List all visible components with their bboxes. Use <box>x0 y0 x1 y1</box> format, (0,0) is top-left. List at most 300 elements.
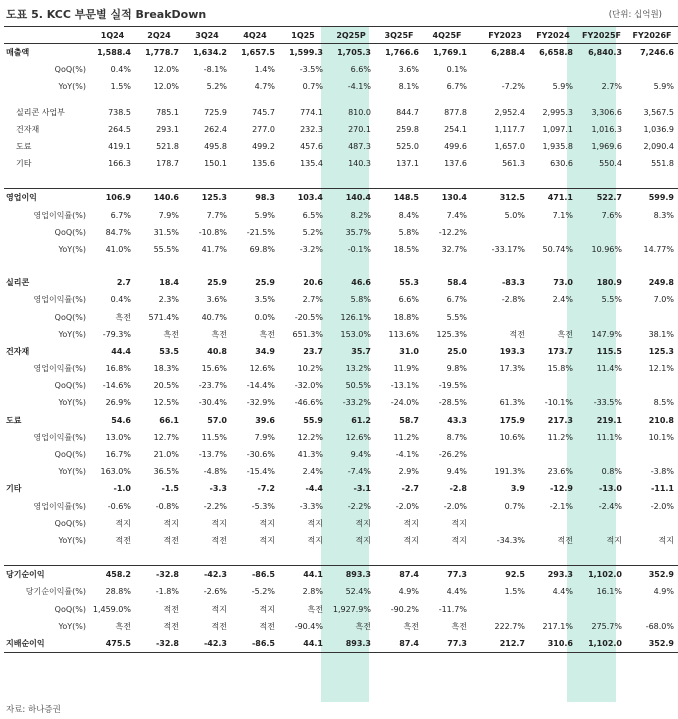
table-cell: 16.7% <box>105 450 131 460</box>
row-label: 실리콘 사업부 <box>16 107 65 117</box>
table-cell: -24.0% <box>390 398 419 408</box>
row-label: QoQ(%) <box>54 227 86 237</box>
column-header: 3Q24 <box>183 27 231 44</box>
table-cell: -2.0% <box>395 501 419 511</box>
column-header: 3Q25F <box>375 27 423 44</box>
table-cell: -33.5% <box>593 398 622 408</box>
table-cell: 232.3 <box>300 124 323 134</box>
table-cell <box>481 377 529 394</box>
table-row <box>4 61 678 78</box>
table-cell: 58.7 <box>399 415 419 425</box>
table-cell: 4.4% <box>552 587 573 597</box>
column-gap <box>471 326 481 343</box>
table-cell: -42.3 <box>183 566 231 584</box>
column-gap <box>471 600 481 617</box>
table-cell: 5.9% <box>254 210 275 220</box>
table-row <box>4 189 678 207</box>
row-label: YoY(%) <box>58 244 86 254</box>
table-cell: 0.8% <box>601 467 622 477</box>
column-gap <box>471 27 481 44</box>
table-cell: 적지 <box>403 518 419 528</box>
table-cell <box>183 96 231 104</box>
table-cell: -26.2% <box>438 450 467 460</box>
table-cell <box>529 515 577 532</box>
table-cell: 7.9% <box>158 210 179 220</box>
table-cell: 55.5% <box>153 244 179 254</box>
table-row <box>4 583 678 600</box>
table-cell <box>375 96 423 104</box>
table-cell: -4.4 <box>305 484 323 494</box>
column-gap <box>471 104 481 121</box>
table-cell: -13.7% <box>198 450 227 460</box>
table-cell <box>135 549 183 566</box>
table-cell: -19.5% <box>438 381 467 391</box>
table-cell: 18.3% <box>153 364 179 374</box>
table-cell: 52.4% <box>345 587 371 597</box>
table-cell: 745.7 <box>252 107 275 117</box>
table-cell: 흑전 <box>115 621 131 631</box>
row-label: 영업이익률(%) <box>33 364 86 374</box>
column-header: FY2026F <box>626 27 678 44</box>
table-cell: 69.8% <box>249 244 275 254</box>
column-gap <box>471 189 481 207</box>
table-cell: -8.1% <box>203 65 227 75</box>
table-cell: 310.6 <box>529 635 577 653</box>
table-cell <box>423 96 471 104</box>
row-label: QoQ(%) <box>54 518 86 528</box>
table-cell: 7.9% <box>254 432 275 442</box>
row-label: 도료 <box>6 415 22 425</box>
table-cell: 522.7 <box>577 189 626 207</box>
table-cell: 212.7 <box>481 635 529 653</box>
table-cell: 125.3% <box>436 329 467 339</box>
table-cell: 41.7% <box>201 244 227 254</box>
column-gap <box>471 61 481 78</box>
table-cell: 3.5% <box>254 295 275 305</box>
table-cell: 61.2 <box>351 415 371 425</box>
table-cell: 84.7% <box>105 227 131 237</box>
table-cell: 적지 <box>355 518 371 528</box>
table-cell: 1,459.0% <box>92 604 131 614</box>
table-cell: 적전 <box>211 621 227 631</box>
header-corner <box>4 27 90 44</box>
table-cell: 2,995.3 <box>542 107 573 117</box>
table-cell: 495.8 <box>204 142 227 152</box>
table-cell: 115.5 <box>596 346 622 356</box>
table-cell: 525.0 <box>396 142 419 152</box>
table-cell: 259.8 <box>396 124 419 134</box>
table-cell: 0.7% <box>504 501 525 511</box>
table-row <box>4 224 678 241</box>
table-cell <box>529 600 577 617</box>
table-cell: 125.3 <box>183 189 231 207</box>
row-label: YoY(%) <box>58 467 86 477</box>
table-cell: 흑전 <box>451 621 467 631</box>
table-cell: 1,599.3 <box>289 48 323 58</box>
table-cell: 6.5% <box>302 210 323 220</box>
table-cell: 1,927.9% <box>332 604 371 614</box>
table-cell: -7.2% <box>501 82 525 92</box>
table-cell: 844.7 <box>396 107 419 117</box>
table-cell: 103.4 <box>279 189 327 207</box>
table-cell: 5.9% <box>552 82 573 92</box>
table-cell: -32.8 <box>135 566 183 584</box>
table-cell: -28.5% <box>438 398 467 408</box>
table-cell: 8.4% <box>398 210 419 220</box>
column-gap <box>471 515 481 532</box>
table-cell: -2.2% <box>203 501 227 511</box>
table-cell: 0.4% <box>110 295 131 305</box>
table-row <box>4 172 678 189</box>
table-cell: -11.1 <box>650 484 674 494</box>
table-cell <box>577 61 626 78</box>
table-row <box>4 104 678 121</box>
table-cell: 599.9 <box>626 189 678 207</box>
table-cell: 31.5% <box>153 227 179 237</box>
table-cell: 10.6% <box>499 432 525 442</box>
table-cell: 173.7 <box>547 346 573 356</box>
table-cell <box>529 96 577 104</box>
column-gap <box>471 172 481 189</box>
table-cell: 5.5% <box>601 295 622 305</box>
table-cell: -1.0 <box>113 484 131 494</box>
column-gap <box>471 44 481 62</box>
table-row <box>4 291 678 308</box>
table-cell: 113.6% <box>388 329 419 339</box>
table-cell <box>423 549 471 566</box>
table-cell: 41.3% <box>297 450 323 460</box>
table-cell: 217.3 <box>547 415 573 425</box>
table-row <box>4 412 678 429</box>
table-cell <box>626 600 678 617</box>
table-cell: -2.8% <box>501 295 525 305</box>
table-cell: -5.3% <box>251 501 275 511</box>
table-cell: 0.4% <box>110 65 131 75</box>
table-row <box>4 377 678 394</box>
column-gap <box>471 463 481 480</box>
table-cell: 적지 <box>211 518 227 528</box>
table-cell <box>577 172 626 189</box>
table-cell: 810.0 <box>348 107 371 117</box>
table-row <box>4 258 678 274</box>
column-gap <box>471 121 481 138</box>
table-cell: -90.4% <box>294 621 323 631</box>
column-gap <box>471 498 481 515</box>
table-cell: 적지 <box>259 518 275 528</box>
table-cell: 893.3 <box>327 566 375 584</box>
table-cell: -3.1 <box>353 484 371 494</box>
table-cell: 12.5% <box>153 398 179 408</box>
row-label: 당기순이익률(%) <box>25 587 86 597</box>
table-cell: 50.74% <box>542 244 573 254</box>
table-cell: 2,090.4 <box>643 142 674 152</box>
table-cell: 1,657.5 <box>241 48 275 58</box>
table-cell: 적지 <box>355 535 371 545</box>
table-cell: -12.9 <box>549 484 573 494</box>
table-cell: 217.1% <box>542 621 573 631</box>
table-cell: -32.8 <box>135 635 183 653</box>
table-cell: 3.6% <box>206 295 227 305</box>
row-label <box>4 549 90 566</box>
table-cell: 25.9 <box>255 278 275 288</box>
column-gap <box>471 480 481 497</box>
table-row <box>4 429 678 446</box>
table-cell <box>90 549 135 566</box>
table-cell <box>481 172 529 189</box>
table-cell: -2.7 <box>401 484 419 494</box>
table-cell: -42.3 <box>183 635 231 653</box>
column-gap <box>471 360 481 377</box>
table-cell: 26.9% <box>105 398 131 408</box>
table-cell <box>626 515 678 532</box>
table-cell: 270.1 <box>348 124 371 134</box>
table-cell: 774.1 <box>300 107 323 117</box>
table-cell: 3,306.6 <box>591 107 622 117</box>
table-cell: -2.0% <box>443 501 467 511</box>
table-cell: 293.3 <box>529 566 577 584</box>
table-cell: -4.1% <box>347 82 371 92</box>
table-cell: -0.8% <box>155 501 179 511</box>
column-header: FY2025F <box>577 27 626 44</box>
table-cell: 18.8% <box>393 312 419 322</box>
table-cell: 23.6% <box>547 467 573 477</box>
table-cell: 적전 <box>115 535 131 545</box>
table-row <box>4 326 678 343</box>
table-cell: 487.3 <box>348 142 371 152</box>
table-cell: 적전 <box>259 621 275 631</box>
table-cell: 적전 <box>163 621 179 631</box>
table-cell: 적지 <box>403 535 419 545</box>
table-cell: -79.3% <box>102 329 131 339</box>
table-cell <box>577 224 626 241</box>
table-cell <box>327 172 375 189</box>
column-header: 1Q24 <box>90 27 135 44</box>
table-cell: 6.7% <box>446 82 467 92</box>
table-cell: 44.4 <box>111 346 131 356</box>
table-cell: 28.8% <box>105 587 131 597</box>
table-cell: 210.8 <box>648 415 674 425</box>
column-gap <box>471 241 481 258</box>
table-cell: 140.4 <box>327 189 375 207</box>
table-cell: -3.3 <box>209 484 227 494</box>
table-cell: 4.7% <box>254 82 275 92</box>
table-row <box>4 618 678 635</box>
row-label: YoY(%) <box>58 329 86 339</box>
table-cell: 13.0% <box>105 432 131 442</box>
table-cell: 9.4% <box>446 467 467 477</box>
table-row <box>4 498 678 515</box>
table-cell: 178.7 <box>156 159 179 169</box>
table-cell: 135.6 <box>252 159 275 169</box>
table-cell: 785.1 <box>156 107 179 117</box>
row-label: 실리콘 <box>6 278 30 288</box>
table-cell: 137.6 <box>444 159 467 169</box>
table-row <box>4 78 678 95</box>
column-gap <box>471 258 481 274</box>
table-cell: 1,097.1 <box>542 124 573 134</box>
table-cell: 77.3 <box>423 635 471 653</box>
table-cell <box>327 258 375 274</box>
table-cell: 8.3% <box>653 210 674 220</box>
table-cell: 0.1% <box>446 65 467 75</box>
table-cell <box>626 549 678 566</box>
table-cell: 32.7% <box>441 244 467 254</box>
table-cell: 15.8% <box>547 364 573 374</box>
table-cell: 7.6% <box>601 210 622 220</box>
table-cell <box>626 224 678 241</box>
table-cell <box>375 549 423 566</box>
table-cell: 4.9% <box>653 587 674 597</box>
column-header: 2Q24 <box>135 27 183 44</box>
table-cell: 적지 <box>451 518 467 528</box>
table-cell: 4.9% <box>398 587 419 597</box>
table-cell: 6,288.4 <box>491 48 525 58</box>
table-cell: -0.6% <box>107 501 131 511</box>
table-cell: -4.8% <box>203 467 227 477</box>
table-cell <box>183 172 231 189</box>
header-row <box>4 27 678 44</box>
table-cell: 571.4% <box>148 312 179 322</box>
table-cell: 14.77% <box>643 244 674 254</box>
row-label: YoY(%) <box>58 621 86 631</box>
table-cell: 1,657.0 <box>494 142 525 152</box>
source-note: 자료: 하나증권 <box>6 705 61 715</box>
table-cell: 222.7% <box>494 621 525 631</box>
column-gap <box>471 96 481 104</box>
table-cell: 6.6% <box>398 295 419 305</box>
table-row <box>4 566 678 584</box>
table-cell: -13.0 <box>598 484 622 494</box>
table-cell: 12.0% <box>153 65 179 75</box>
table-cell: 2.7% <box>601 82 622 92</box>
table-cell <box>231 172 279 189</box>
table-cell: 8.7% <box>446 432 467 442</box>
row-label: QoQ(%) <box>54 450 86 460</box>
table-cell: 적지 <box>606 535 622 545</box>
table-cell: 6.7% <box>446 295 467 305</box>
table-row <box>4 480 678 497</box>
table-cell: 8.2% <box>350 210 371 220</box>
table-cell: 44.1 <box>279 635 327 653</box>
table-cell: 77.3 <box>423 566 471 584</box>
table-cell: 148.5 <box>375 189 423 207</box>
table-row <box>4 308 678 325</box>
table-cell <box>423 172 471 189</box>
row-label <box>4 96 90 104</box>
table-cell: 6,658.8 <box>539 48 573 58</box>
table-cell <box>577 377 626 394</box>
column-gap <box>471 291 481 308</box>
table-cell: 147.9% <box>591 329 622 339</box>
table-cell: 2.9% <box>398 467 419 477</box>
table-cell <box>577 446 626 463</box>
table-cell <box>90 258 135 274</box>
column-gap <box>471 138 481 155</box>
table-cell: 1,634.2 <box>193 48 227 58</box>
table-cell: 44.1 <box>279 566 327 584</box>
table-cell: 10.2% <box>297 364 323 374</box>
table-cell <box>481 308 529 325</box>
column-header: 1Q25 <box>279 27 327 44</box>
table-cell <box>231 258 279 274</box>
column-gap <box>471 583 481 600</box>
unit-label: (단위: 십억원) <box>608 10 662 20</box>
table-cell: -33.17% <box>491 244 525 254</box>
table-cell: 46.6 <box>351 278 371 288</box>
row-label: 건자재 <box>16 124 40 134</box>
table-cell: 5.8% <box>398 227 419 237</box>
table-cell <box>135 258 183 274</box>
breakdown-table <box>4 26 678 653</box>
row-label: 지배순이익 <box>4 635 90 653</box>
table-cell: -2.1% <box>549 501 573 511</box>
table-cell: 4.4% <box>446 587 467 597</box>
table-cell: 312.5 <box>481 189 529 207</box>
table-cell: 725.9 <box>204 107 227 117</box>
table-cell: 적지 <box>451 535 467 545</box>
table-cell <box>327 96 375 104</box>
table-row <box>4 121 678 138</box>
table-row <box>4 155 678 172</box>
row-label: YoY(%) <box>58 535 86 545</box>
table-cell: -33.2% <box>342 398 371 408</box>
table-cell: 893.3 <box>327 635 375 653</box>
table-cell: -2.2% <box>347 501 371 511</box>
table-cell: 137.1 <box>396 159 419 169</box>
table-cell: 550.4 <box>599 159 622 169</box>
table-cell: 175.9 <box>499 415 525 425</box>
table-cell: 적전 <box>163 604 179 614</box>
table-cell: 140.3 <box>348 159 371 169</box>
table-cell: 458.2 <box>90 566 135 584</box>
table-cell: 2.7% <box>302 295 323 305</box>
table-cell: -32.0% <box>294 381 323 391</box>
table-cell: 9.8% <box>446 364 467 374</box>
table-cell <box>481 549 529 566</box>
column-gap <box>471 429 481 446</box>
table-cell: 419.1 <box>108 142 131 152</box>
table-cell: 219.1 <box>596 415 622 425</box>
table-cell <box>577 600 626 617</box>
table-cell: 적지 <box>307 535 323 545</box>
table-cell: 264.5 <box>108 124 131 134</box>
table-cell: 11.9% <box>393 364 419 374</box>
table-cell: 1,769.1 <box>433 48 467 58</box>
table-cell: 11.2% <box>393 432 419 442</box>
table-cell: 34.9 <box>255 346 275 356</box>
table-cell: 1,102.0 <box>577 566 626 584</box>
table-cell: 55.3 <box>399 278 419 288</box>
table-cell: 53.5 <box>159 346 179 356</box>
table-cell <box>626 308 678 325</box>
column-gap <box>471 308 481 325</box>
row-label: QoQ(%) <box>54 381 86 391</box>
row-label: 영업이익률(%) <box>33 210 86 220</box>
table-cell: 12.1% <box>648 364 674 374</box>
table-cell: 180.9 <box>596 278 622 288</box>
table-cell: 57.0 <box>207 415 227 425</box>
table-cell: 87.4 <box>375 635 423 653</box>
table-cell <box>375 172 423 189</box>
table-cell <box>577 549 626 566</box>
row-label: QoQ(%) <box>54 65 86 75</box>
table-cell <box>529 224 577 241</box>
table-cell: 5.2% <box>302 227 323 237</box>
column-gap <box>471 343 481 360</box>
table-cell <box>529 172 577 189</box>
table-cell: 11.1% <box>596 432 622 442</box>
table-cell <box>626 377 678 394</box>
